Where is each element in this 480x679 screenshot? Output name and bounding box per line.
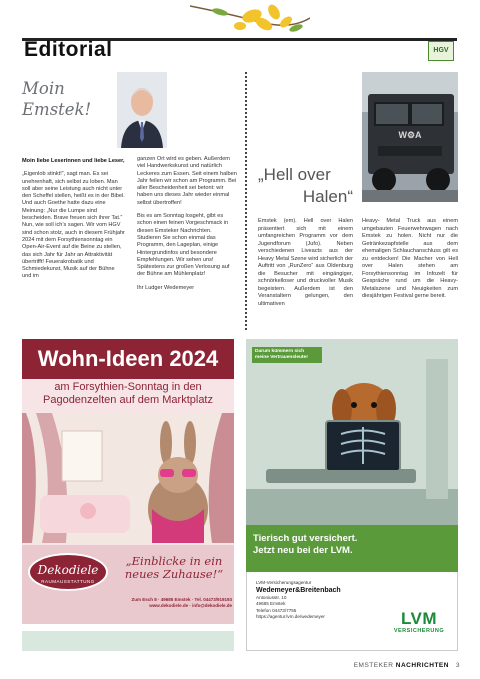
agency-phone: Telefon 04473/7755 [256,607,297,613]
ad-web: www.dekodiele.de · info@dekodiele.de [149,603,232,608]
logo-tag: RAUMAUSSTATTUNG [41,579,95,584]
editorial-column-2 [137,156,237,298]
editorial-headline-line1: Moin [22,79,65,98]
lvm-tagline-panel [246,525,458,572]
editorial-column-1 [22,158,125,287]
agency-name: Wedemeyer&Breitenbach [256,587,341,595]
article-headline-line1: „Hell over [258,165,331,184]
editorial-headline [22,78,91,120]
ad-badge: Darum kümmern sich meine Vertrauensleute! [252,347,322,363]
lvm-tagline-line1: Tierisch gut versichert. [253,533,358,544]
editorial-col1-text: „Eigenlob stinkt!“, sagt man. Es sei unehrenhaft, sich selbst zu loben. Man soll aber seine Leistung auch nicht unter den Scheffel stellen, heißt es in der Bibel. Und auch Goethe hatte dazu eine Meinung: „Nur die Lumpe sind bescheiden. Brave freuen sich ihrer Tat.“ Nun, wie soll ich’s sagen. Wir vom HGV sind schon stolz, auch in diesem Frühjahr 2024 mit dem Forsythiensonntag ein Open-Air-Event auf die Beine zu stellen, das sich Jahr für Jahr an Attraktivität übertrifft! Feuerakrobatik und Schmiedekunst, Musik auf der Bühne und im [22,171,125,280]
ad-subline: am Forsythien-Sonntag in den Pagodenzelten auf dem Marktplatz [43,381,213,406]
forsythia-branch-illustration [190,0,310,40]
ad-contact [108,597,232,609]
dog-xray-illustration [246,339,458,525]
article-column-2: Heavy- Metal Truck aus einem umgebauten Feuerwehrwagen nach Emstek zu holen. Nicht nur die Getränkezapfstelle aus dem ehemaligen Schlauchanschluss gilt es zu entdecken! Die Macher von Hell over Halen stehen am Forsythiensonntag im Infozelt für Gespräche rund um die Heavy-Metalszene und Neuigkeiten zum diesjährigen Festival gerne bereit. [362,218,458,299]
editorial-signature: Ihr Ludger Wedemeyer [137,284,195,291]
article-column-1: Emstek (em). Hell over Halen präsentiert sich mit einem umfangreichen Programm vor dem Jugendforum (Jufo). Neben verschiedenen Liveacts aus der Heavy Metal Szene wird sicherlich der Auftritt von „RunZero“ aus Oldenburg die Besucher mit eingängiger, schnörkelloser und druckvoller Musik begeistern. Außerdem ist den Veranstaltern gelungen, den ultimativen [258,218,353,307]
lvm-agency-info [256,580,376,620]
editorial-greeting: Moin liebe Leserinnen und liebe Leser, [22,158,125,164]
dekodiele-logo [28,553,108,591]
hgv-logo: HGV [428,41,454,61]
ad-quote: „Einblicke in ein neues Zuhause!“ [124,554,224,581]
footer-brand-prefix: EMSTEKER [353,662,394,669]
page-footer [330,662,460,669]
logo-name: Dekodiele [37,563,99,577]
lvm-tagline [253,533,453,557]
ad-footer [22,545,234,624]
column-divider [245,72,247,330]
lvm-logo [387,610,451,634]
editorial-col2-paragraph-2: Bis es am Sonntag losgeht, gibt es schon einen feinen Vorgeschmack in diesen Emsteker Nachrichten. Studieren Sie schon einmal das Programm, den Lageplan, einige Hintergrundinfos und besondere Empfehlungen. Wir sehen uns! Spätestens zur großen Verlosung auf der Bühne am Mühlenplatz! [137,213,230,278]
ad-headline: Wohn-Ideen 2024 [22,339,234,379]
footer-brand-main: NACHRICHTEN [395,662,449,669]
truck-lettering: W⚙A [398,130,422,140]
agency-label: LVM-Versicherungsagentur [256,580,312,585]
agency-street: Antoniusstr. 10 [256,595,287,601]
ad-address: Zum Esch 8 · 49685 Emstek · Tel. 04473/919193 [131,597,232,602]
wohn-ideen-advertisement [22,339,234,624]
ad-bottom-strip [22,631,234,651]
lvm-advertisement-image [246,339,458,525]
page-number: 3 [455,662,460,669]
editorial-col2-paragraph-1: ganzen Ort wird es geben. Außerdem viel Handwerkskunst und natürlich Leckeres zum Essen. Seit einem halben Jahr feilen wir schon am Programm. Bei aller Bescheidenheit sei betont: wir haben uns dieses Jahr wieder einmal selbst übertroffen! [137,156,237,206]
agency-city: 49685 Emstek [256,601,286,607]
bunny-living-room-illustration [22,413,234,543]
lvm-contact-panel [246,572,458,651]
lvm-tagline-line2: Jetzt neu bei der LVM. [253,545,353,556]
article-headline [258,164,353,208]
lvm-logo-subtext: VERSICHERUNG [393,628,445,634]
section-title: Editorial [24,38,113,61]
metal-truck-photo [362,72,458,202]
article-headline-line2: Halen“ [302,187,353,206]
author-portrait [117,72,167,148]
editorial-headline-line2: Emstek! [22,100,92,119]
lvm-logo-text: LVM [400,609,438,628]
agency-web: https://agentur.lvm.de/wedemeyer [256,613,325,619]
